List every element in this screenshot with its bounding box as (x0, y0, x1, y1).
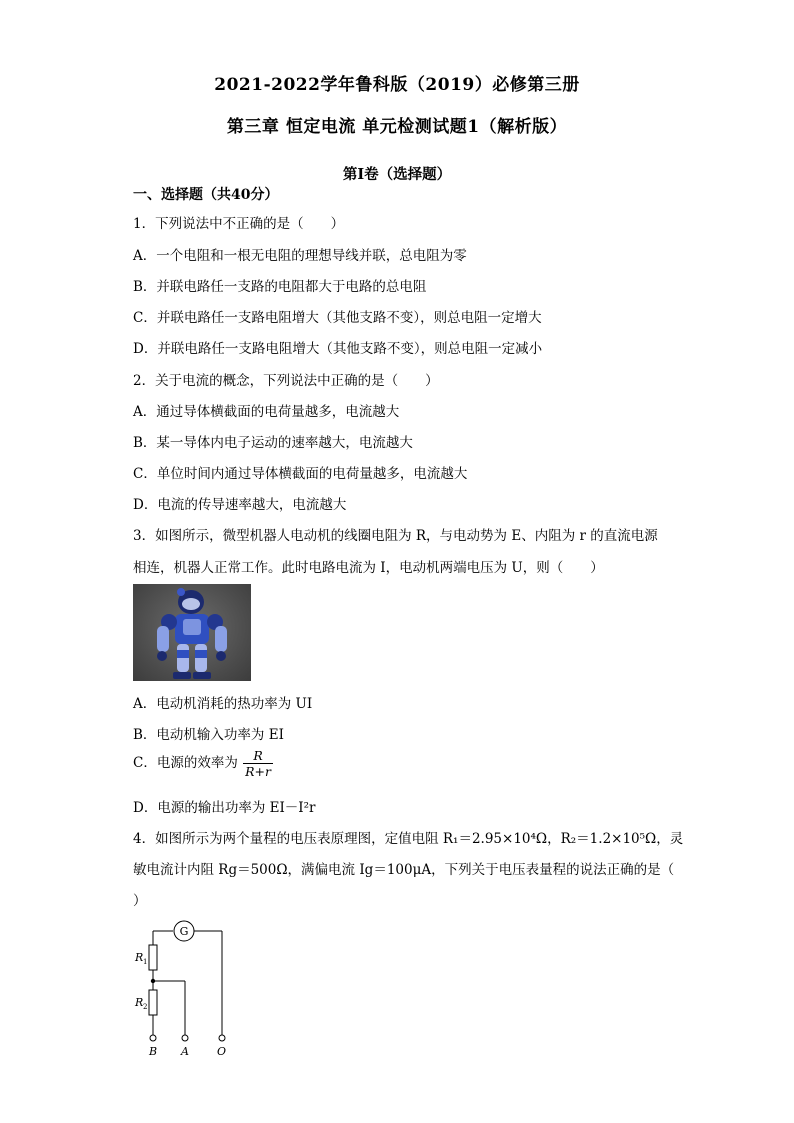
q2-option-d: D．电流的传导速率越大，电流越大 (133, 497, 347, 513)
q3-stem-line2: 相连，机器人正常工作。此时电路电流为 I，电动机两端电压为 U，则（ ） (133, 560, 604, 576)
q3-option-c (133, 748, 273, 779)
resistor-r1 (149, 945, 157, 970)
resistor-r2 (149, 990, 157, 1015)
fraction-denominator: R+r (245, 764, 272, 779)
r2-subscript: 2 (143, 1003, 148, 1011)
q3-stem-line1: 3．如图所示，微型机器人电动机的线圈电阻为 R，与电动势为 E、内阻为 r 的直流电源 (133, 528, 658, 544)
junction-dot (151, 979, 155, 983)
document-subtitle: 第三章 恒定电流 单元检测试题1（解析版） (226, 117, 568, 137)
q3-option-d: D．电源的输出功率为 EI－I²r (133, 800, 316, 816)
terminal-b-label: B (149, 1045, 158, 1058)
q1-stem: 1．下列说法中不正确的是（ ） (133, 216, 345, 232)
q1-option-d: D．并联电路任一支路电阻增大（其他支路不变），则总电阻一定减小 (133, 341, 543, 357)
r2-label: R (135, 996, 144, 1009)
q3-option-c-label: C．电源的效率为 (133, 755, 238, 771)
q4-stem-line3: ） (133, 893, 147, 909)
r1-label: R (135, 951, 144, 964)
part-heading: 一、选择题（共40分） (133, 187, 279, 203)
volume-heading: 第Ⅰ卷（选择题） (342, 166, 452, 183)
voltmeter-circuit-diagram (128, 915, 248, 1060)
document-title: 2021-2022学年鲁科版（2019）必修第三册 (214, 75, 580, 95)
q3-option-b: B．电动机输入功率为 EI (133, 727, 284, 743)
q2-option-a: A．通过导体横截面的电荷量越多，电流越大 (133, 404, 400, 420)
galvanometer-label: G (179, 925, 189, 938)
robot-illustration (133, 584, 251, 681)
q1-option-a: A．一个电阻和一根无电阻的理想导线并联，总电阻为零 (133, 248, 467, 264)
terminal-a-label: A (181, 1045, 189, 1058)
q2-stem: 2．关于电流的概念，下列说法中正确的是（ ） (133, 373, 439, 389)
q4-stem-line2: 敏电流计内阻 Rg＝500Ω，满偏电流 Ig＝100μA，下列关于电压表量程的说法正确的是（ (133, 862, 675, 878)
q1-option-b: B．并联电路任一支路的电阻都大于电路的总电阻 (133, 279, 427, 295)
terminal-o-dot (219, 1035, 225, 1041)
terminal-a-dot (182, 1035, 188, 1041)
r1-subscript: 1 (143, 958, 148, 966)
efficiency-fraction (243, 748, 273, 779)
fraction-numerator: R (253, 748, 263, 763)
terminal-b-dot (150, 1035, 156, 1041)
terminal-o-label: O (217, 1045, 227, 1058)
q2-option-b: B．某一导体内电子运动的速率越大，电流越大 (133, 435, 413, 451)
q3-option-a: A．电动机消耗的热功率为 UI (133, 696, 313, 712)
robot-photo (133, 584, 251, 681)
q1-option-c: C．并联电路任一支路电阻增大（其他支路不变），则总电阻一定增大 (133, 310, 542, 326)
q2-option-c: C．单位时间内通过导体横截面的电荷量越多，电流越大 (133, 466, 468, 482)
q4-stem-line1: 4．如图所示为两个量程的电压表原理图，定值电阻 R₁＝2.95×10⁴Ω，R₂＝1.2×10⁵Ω，灵 (133, 831, 684, 847)
